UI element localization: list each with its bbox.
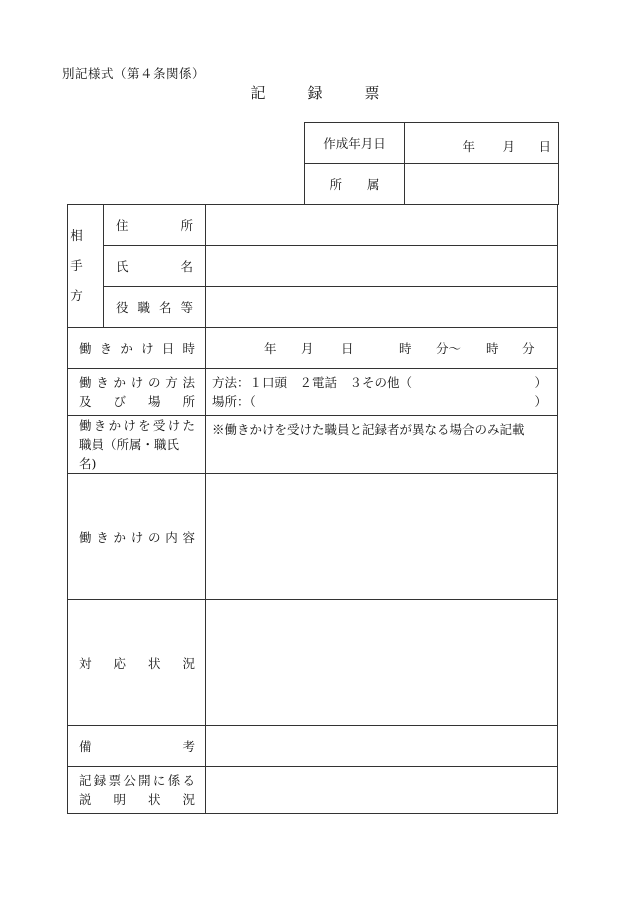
position-label: 役職名等: [116, 300, 193, 315]
dt-month: 月: [301, 341, 314, 356]
dt-minute: 分〜: [436, 341, 462, 356]
method-label-cell: [68, 369, 206, 416]
affiliation-label: 所 属: [329, 177, 380, 192]
receiver-field[interactable]: [206, 416, 558, 474]
address-label-cell: [104, 205, 206, 246]
content-label-cell: [68, 474, 206, 600]
address-label: 住 所: [116, 218, 193, 233]
created-date-field[interactable]: [405, 123, 559, 164]
title-char: 記: [250, 84, 266, 102]
affiliation-field[interactable]: [405, 164, 559, 205]
party-group-char: 手: [70, 258, 83, 273]
document-title: [0, 82, 630, 103]
date-year-char: 年: [462, 138, 476, 154]
dt-hour: 時: [399, 341, 412, 356]
dt-year: 年: [264, 341, 277, 356]
address-field[interactable]: [206, 205, 558, 246]
receiver-label-line1: 働きかけを受けた: [79, 418, 195, 433]
datetime-label: 働きかけ日時: [79, 341, 195, 356]
receiver-label-cell: [68, 416, 206, 474]
method-field[interactable]: [206, 369, 558, 416]
method-label-line1: 働きかけの方法: [79, 375, 195, 390]
datetime-field[interactable]: [206, 328, 558, 369]
content-field[interactable]: [206, 474, 558, 600]
created-date-label-cell: [305, 123, 405, 164]
name-field[interactable]: [206, 246, 558, 287]
position-label-cell: [104, 287, 206, 328]
response-field[interactable]: [206, 600, 558, 726]
date-day-char: 日: [538, 138, 552, 154]
party-group-char: 相: [70, 228, 83, 243]
record-table: [67, 204, 558, 814]
disclosure-label-cell: [68, 767, 206, 814]
dt-end-minute: 分: [522, 341, 535, 356]
datetime-label-cell: [68, 328, 206, 369]
created-date-label: 作成年月日: [323, 136, 386, 151]
response-label: 対応状況: [79, 655, 195, 671]
remarks-label: 備考: [79, 739, 195, 754]
place-close-paren: ）: [534, 394, 547, 409]
disclosure-field[interactable]: [206, 767, 558, 814]
dt-day: 日: [341, 341, 354, 356]
header-table: [304, 122, 559, 205]
place-line: 場所：（ ）: [212, 394, 547, 409]
disclosure-label-line2: 説明状況: [79, 792, 195, 807]
affiliation-label-cell: [305, 164, 405, 205]
remarks-field[interactable]: [206, 726, 558, 767]
method-label-line2: 及び場所: [79, 394, 195, 409]
disclosure-label-line1: 記録票公開に係る: [79, 773, 195, 788]
form-number-label: 別記様式（第４条関係）: [62, 66, 206, 81]
dt-end-hour: 時: [486, 341, 499, 356]
name-label-cell: [104, 246, 206, 287]
title-char: 録: [307, 84, 323, 102]
response-label-cell: [68, 600, 206, 726]
position-field[interactable]: [206, 287, 558, 328]
content-label: 働きかけの内容: [79, 529, 195, 545]
title-char: 票: [364, 84, 380, 102]
remarks-label-cell: [68, 726, 206, 767]
date-month-char: 月: [502, 138, 516, 154]
method-close-paren: ）: [534, 375, 547, 390]
party-group-char: 方: [70, 288, 83, 303]
party-group-label: [68, 205, 104, 328]
receiver-label-line2: 職員（所属・職氏名): [79, 437, 180, 471]
datetime-parts: [206, 339, 557, 357]
method-line: 方法：１口頭 ２電話 ３その他（ ）: [212, 375, 547, 390]
name-label: 氏 名: [116, 259, 193, 274]
receiver-note: ※働きかけを受けた職員と記録者が異なる場合のみ記載: [212, 422, 525, 437]
